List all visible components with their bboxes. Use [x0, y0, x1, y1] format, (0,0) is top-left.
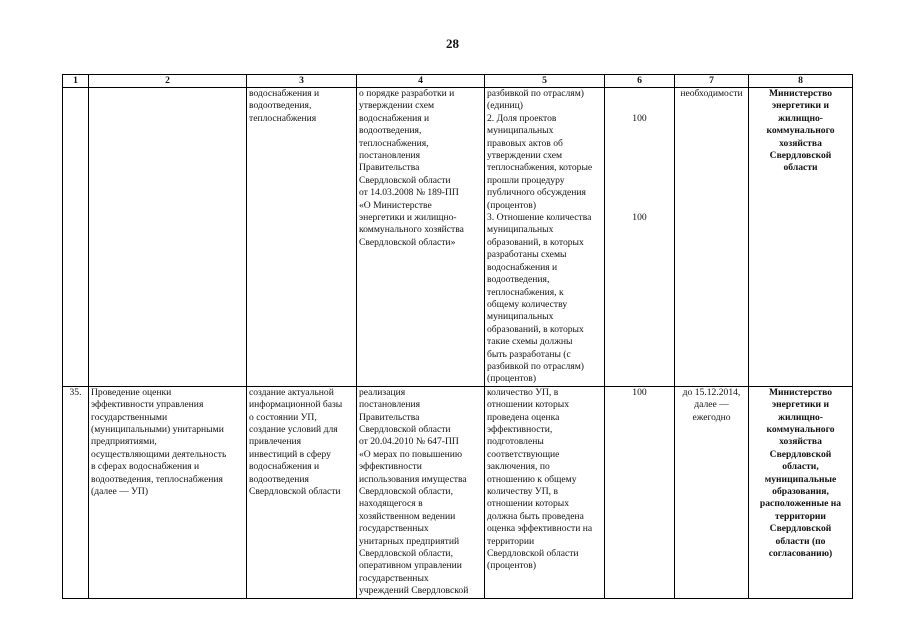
cell-text-line: соответствующие: [487, 448, 560, 460]
cell-text-line: теплоснабжения, к: [487, 286, 564, 298]
cell-text-line: разбивкой по отраслям): [487, 360, 584, 372]
cell-text-line: эффективности управления: [91, 399, 204, 411]
cell-text-line: 100: [632, 112, 647, 124]
cell-text-line: водоснабжения и: [359, 112, 430, 124]
cell-text-line: водоснабжения и: [249, 461, 320, 473]
column-header: 6: [605, 75, 675, 88]
column-header: 5: [485, 75, 605, 88]
cell-text-line: Свердловской: [769, 448, 832, 460]
cell-text-line: [607, 100, 672, 112]
table-cell-col-8: [749, 386, 853, 598]
cell-text-line: учреждений Свердловской: [359, 585, 469, 597]
cell-text-line: (муниципальными) унитарными: [91, 423, 224, 435]
cell-text-line: постановления: [359, 150, 421, 162]
cell-text-line: разбивкой по отраслям): [487, 88, 584, 99]
table-cell-col-2: [89, 88, 247, 387]
cell-text-line: Свердловской области»: [359, 236, 456, 248]
cell-text-line: Свердловской области: [359, 423, 451, 435]
cell-text-line: Министерство: [768, 386, 833, 398]
cell-text-line: утверждении схем: [487, 150, 563, 162]
table-cell-col-6: [605, 88, 675, 387]
cell-text-line: области: [783, 162, 818, 174]
cell-text-line: проведена оценка: [487, 411, 560, 423]
cell-text-line: 2. Доля проектов: [487, 112, 557, 124]
cell-text-line: в сферах водоснабжения и: [91, 461, 200, 473]
cell-text-line: энергетики и жилищно-: [359, 212, 457, 224]
cell-text-line: территории: [487, 535, 535, 547]
cell-text-line: коммунального хозяйства: [359, 224, 464, 236]
cell-text-line: правовых актов об: [487, 137, 563, 149]
cell-text-line: муниципальных: [487, 224, 554, 236]
cell-text-line: далее —: [694, 399, 729, 411]
page-number: 28: [446, 36, 459, 51]
cell-text-line: образований, в которых: [487, 323, 584, 335]
table-cell-col-1: [63, 88, 89, 387]
cell-text-line: [607, 200, 672, 212]
cell-text-line: водоотведения,: [487, 274, 550, 286]
table-cell-col-5: [485, 88, 605, 387]
cell-text-line: создание актуальной: [249, 386, 334, 398]
cell-text-line: осуществляющими деятельность: [91, 448, 227, 460]
cell-text-line: [607, 187, 672, 199]
cell-text-line: привлечения: [249, 436, 302, 448]
cell-text-line: эффективности,: [487, 423, 553, 435]
cell-text-line: водоснабжения и: [249, 88, 320, 99]
cell-text-line: унитарных предприятий: [359, 535, 460, 547]
cell-text-line: постановления: [359, 399, 421, 411]
table-cell-col-4: [357, 386, 485, 598]
cell-text-line: количество УП, в: [487, 386, 559, 398]
cell-text-line: теплоснабжения: [249, 112, 317, 124]
table-cell-col-3: [247, 88, 357, 387]
cell-text-line: подготовлены: [487, 436, 544, 448]
cell-text-line: 3. Отношение количества: [487, 212, 592, 224]
cell-text-line: использования имущества: [359, 473, 467, 485]
measures-table: [62, 74, 853, 599]
cell-text-line: отношении которых: [487, 399, 569, 411]
cell-text-line: предприятиями,: [91, 436, 157, 448]
cell-text-line: о порядке разработки и: [359, 88, 455, 99]
cell-text-line: жилищно-: [777, 411, 823, 423]
cell-text-line: Правительства: [359, 411, 420, 423]
cell-text-line: [607, 138, 672, 150]
cell-text-line: «О мерах по повышению: [359, 448, 463, 460]
cell-text-line: создание условий для: [249, 423, 338, 435]
cell-text-line: [607, 162, 672, 174]
cell-text-line: водоотведения: [249, 473, 309, 485]
cell-text-line: области (по: [775, 535, 826, 547]
cell-text-line: количеству УП, в: [487, 486, 558, 497]
cell-text-line: согласованию): [768, 548, 833, 560]
table-cell-col-2: [89, 386, 247, 598]
cell-text-line: хозяйства: [779, 137, 822, 149]
cell-text-line: инвестиций в сферу: [249, 448, 331, 460]
cell-text-line: области,: [782, 461, 819, 473]
cell-text-line: эффективности: [359, 461, 422, 473]
cell-text-line: образования,: [772, 486, 829, 497]
cell-text-line: теплоснабжения,: [359, 137, 429, 149]
cell-text-line: необходимости: [680, 88, 743, 99]
cell-text-line: от 20.04.2010 № 647-ПП: [359, 436, 459, 448]
cell-text-line: теплоснабжения, которые: [487, 162, 593, 174]
cell-text-line: оперативном управлении: [359, 560, 462, 572]
cell-text-line: отношении которых: [487, 498, 569, 510]
cell-text-line: заключения, по: [487, 461, 550, 473]
cell-text-line: (единиц): [487, 100, 523, 112]
table-cell-col-5: [485, 386, 605, 598]
column-header: 3: [247, 75, 357, 88]
cell-text-line: Свердловской области: [359, 174, 451, 186]
cell-text-line: коммунального: [766, 125, 835, 137]
cell-text-line: энергетики и: [772, 399, 829, 411]
cell-text-line: от 14.03.2008 № 189-ПП: [359, 187, 459, 199]
cell-text-line: [607, 150, 672, 162]
table-cell-col-7: [675, 88, 749, 387]
cell-text-line: [607, 175, 672, 187]
cell-text-line: до 15.12.2014,: [682, 386, 741, 398]
cell-text-line: утверждении схем: [359, 100, 435, 112]
cell-text-line: Министерство: [768, 88, 833, 99]
cell-text-line: 100: [632, 386, 647, 398]
table-row: [63, 88, 853, 387]
cell-text-line: публичного обсуждения: [487, 187, 586, 199]
cell-text-line: водоотведения,: [359, 125, 422, 137]
cell-text-line: ежегодно: [692, 411, 731, 423]
table-cell-col-7: [675, 386, 749, 598]
cell-text-line: хозяйственном ведении: [359, 510, 456, 522]
cell-text-line: Свердловской области: [249, 486, 341, 497]
cell-text-line: [607, 125, 672, 137]
cell-text-line: образований, в которых: [487, 236, 584, 248]
cell-text-line: о состоянии УП,: [249, 411, 317, 423]
column-header: 1: [63, 75, 89, 88]
cell-text-line: Свердловской области: [487, 548, 579, 560]
cell-text-line: [607, 88, 672, 100]
table-cell-col-8: [749, 88, 853, 387]
cell-text-line: государственных: [359, 572, 429, 584]
cell-text-line: жилищно-: [777, 112, 823, 124]
cell-text-line: муниципальных: [487, 125, 554, 137]
row-number: 35.: [69, 386, 82, 398]
cell-text-line: (далее — УП): [91, 486, 149, 497]
cell-text-line: «О Министерстве: [359, 199, 432, 211]
cell-text-line: информационной базы: [249, 399, 343, 411]
cell-text-line: Свердловской области,: [359, 486, 453, 497]
cell-text-line: быть разработаны (с: [487, 348, 571, 360]
cell-text-line: 100: [632, 212, 647, 224]
cell-text-line: находящегося в: [359, 498, 423, 510]
cell-text-line: хозяйства: [779, 436, 822, 448]
column-header: 2: [89, 75, 247, 88]
table-cell-col-1: [63, 386, 89, 598]
table-row: [63, 386, 853, 598]
column-header: 7: [675, 75, 749, 88]
cell-text-line: коммунального: [766, 423, 835, 435]
column-header: 8: [749, 75, 853, 88]
cell-text-line: Свердловской области,: [359, 548, 453, 560]
cell-text-line: отношению к общему: [487, 473, 577, 485]
cell-text-line: оценка эффективности на: [487, 523, 593, 535]
cell-text-line: (процентов): [487, 560, 537, 572]
cell-text-line: (процентов): [487, 373, 537, 385]
cell-text-line: государственных: [359, 523, 429, 535]
cell-text-line: водоотведения,: [249, 100, 312, 112]
cell-text-line: расположенные на: [759, 498, 842, 510]
column-header-row: [63, 75, 853, 88]
cell-text-line: общему количеству: [487, 298, 568, 310]
table-cell-col-6: [605, 386, 675, 598]
cell-text-line: территории: [775, 510, 826, 522]
cell-text-line: реализация: [359, 386, 406, 398]
cell-text-line: Правительства: [359, 162, 420, 174]
cell-text-line: Свердловской: [769, 150, 832, 162]
cell-text-line: должна быть проведена: [487, 510, 584, 522]
cell-text-line: муниципальных: [487, 311, 554, 323]
cell-text-line: Свердловской: [769, 523, 832, 535]
cell-text-line: муниципальные: [764, 473, 837, 485]
cell-text-line: такие схемы должны: [487, 336, 573, 348]
cell-text-line: водоснабжения и: [487, 261, 558, 273]
table-cell-col-4: [357, 88, 485, 387]
cell-text-line: прошли процедуру: [487, 174, 565, 186]
column-header: 4: [357, 75, 485, 88]
table-cell-col-3: [247, 386, 357, 598]
cell-text-line: Проведение оценки: [91, 386, 172, 398]
cell-text-line: (процентов): [487, 199, 537, 211]
cell-text-line: водоотведения, теплоснабжения: [91, 473, 223, 485]
cell-text-line: энергетики и: [772, 100, 829, 112]
cell-text-line: государственными: [91, 411, 168, 423]
cell-text-line: разработаны схемы: [487, 249, 567, 261]
